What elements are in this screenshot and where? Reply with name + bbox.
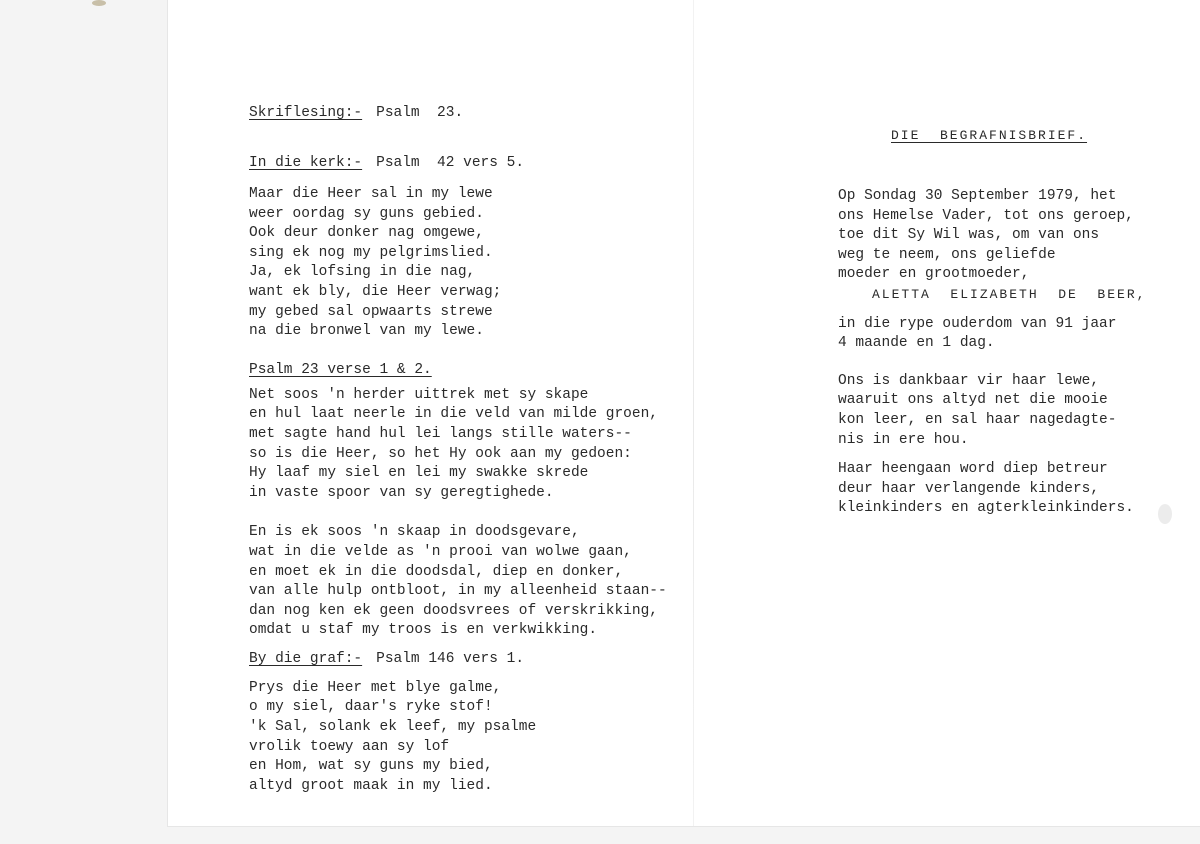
grave-label: By die graf:- <box>249 650 363 667</box>
church-heading <box>249 153 679 173</box>
hymn-line: vrolik toewy aan sy lof <box>249 738 450 755</box>
hymn-line: sing ek nog my pelgrimslied. <box>249 244 493 261</box>
text-line: Ons is dankbaar vir haar lewe, <box>838 372 1100 389</box>
text-line: weg te neem, ons geliefde <box>838 246 1056 263</box>
hymn-line: En is ek soos 'n skaap in doodsgevare, <box>249 524 580 541</box>
gratitude-paragraph <box>838 372 1178 450</box>
hymn-line: Net soos 'n herder uittrek met sy skape <box>249 386 589 403</box>
church-ref: Psalm 42 vers 5. <box>376 155 525 171</box>
hymn-line: wat in die velde as 'n prooi van wolwe gaan, <box>249 543 632 560</box>
hymn-line: en Hom, wat sy guns my bied, <box>249 758 493 775</box>
text-line: moeder en grootmoeder, <box>838 266 1030 283</box>
church-label: In die kerk:- <box>249 155 363 171</box>
hymn-line: met sagte hand hul lei langs stille waters-- <box>249 425 632 442</box>
text-line: kleinkinders en agterkleinkinders. <box>838 500 1134 517</box>
hymn-line: Ja, ek lofsing in die nag, <box>249 264 476 281</box>
hymn-line: en moet ek in die doodsdal, diep en donker, <box>249 563 624 580</box>
hymn-line: en hul laat neerle in die veld van milde groen, <box>249 406 658 423</box>
text-line: Haar heengaan word diep betreur <box>838 461 1108 478</box>
text-line: toe dit Sy Wil was, om van ons <box>838 227 1100 244</box>
mourning-paragraph <box>838 460 1178 519</box>
text-line: Op Sondag 30 September 1979, het <box>838 188 1117 204</box>
hymn-line: omdat u staf my troos is en verkwikking. <box>249 622 598 639</box>
announcement-paragraph <box>838 187 1178 285</box>
hymn-line: na die bronwel van my lewe. <box>249 323 484 340</box>
scripture-heading <box>249 103 679 123</box>
grave-hymn <box>249 679 679 797</box>
grave-heading <box>249 649 679 669</box>
text-line: kon leer, en sal haar nagedagte- <box>838 411 1117 428</box>
psalm23-heading <box>249 360 679 380</box>
left-column <box>249 103 679 796</box>
hymn-line: Maar die Heer sal in my lewe <box>249 186 493 202</box>
text-line: ons Hemelse Vader, tot ons geroep, <box>838 207 1134 224</box>
church-hymn <box>249 185 679 342</box>
psalm23-label: Psalm 23 verse 1 & 2. <box>249 361 432 378</box>
hymn-line: Hy laaf my siel en lei my swakke skrede <box>249 465 589 482</box>
hymn-line: Ook deur donker nag omgewe, <box>249 225 484 242</box>
hymn-line: dan nog ken ek geen doodsvrees of verskrikking, <box>249 602 658 619</box>
text-line: in die rype ouderdom van 91 jaar <box>838 315 1117 332</box>
age-paragraph <box>838 315 1178 354</box>
grave-ref: Psalm 146 vers 1. <box>376 650 525 667</box>
text-line: waaruit ons altyd net die mooie <box>838 392 1108 409</box>
right-column <box>838 113 1178 519</box>
corner-stain <box>92 0 106 6</box>
psalm23-verse1 <box>249 386 679 504</box>
deceased-name: ALETTA ELIZABETH DE BEER, <box>872 286 1147 302</box>
hymn-line: so is die Heer, so het Hy ook aan my gedoen: <box>249 445 632 462</box>
psalm23-verse2 <box>249 523 679 641</box>
hymn-line: in vaste spoor van sy geregtighede. <box>249 484 554 501</box>
text-line: deur haar verlangende kinders, <box>838 480 1100 497</box>
hymn-line: 'k Sal, solank ek leef, my psalme <box>249 719 537 736</box>
text-line: 4 maande en 1 dag. <box>838 335 995 352</box>
scripture-label: Skriflesing:- <box>249 105 363 121</box>
hymn-line: van alle hulp ontbloot, in my alleenheid staan-- <box>249 583 667 600</box>
scripture-ref: Psalm 23. <box>376 105 464 121</box>
hymn-line: altyd groot maak in my lied. <box>249 777 493 794</box>
hymn-line: o my siel, daar's ryke stof! <box>249 699 493 716</box>
hymn-line: want ek bly, die Heer verwag; <box>249 283 502 300</box>
page-fold <box>693 0 694 826</box>
hymn-line: Prys die Heer met blye galme, <box>249 679 502 696</box>
hymn-line: weer oordag sy guns gebied. <box>249 205 484 222</box>
document-title: DIE BEGRAFNISBRIEF. <box>891 128 1088 143</box>
text-line: nis in ere hou. <box>838 431 969 448</box>
hymn-line: my gebed sal opwaarts strewe <box>249 303 493 320</box>
